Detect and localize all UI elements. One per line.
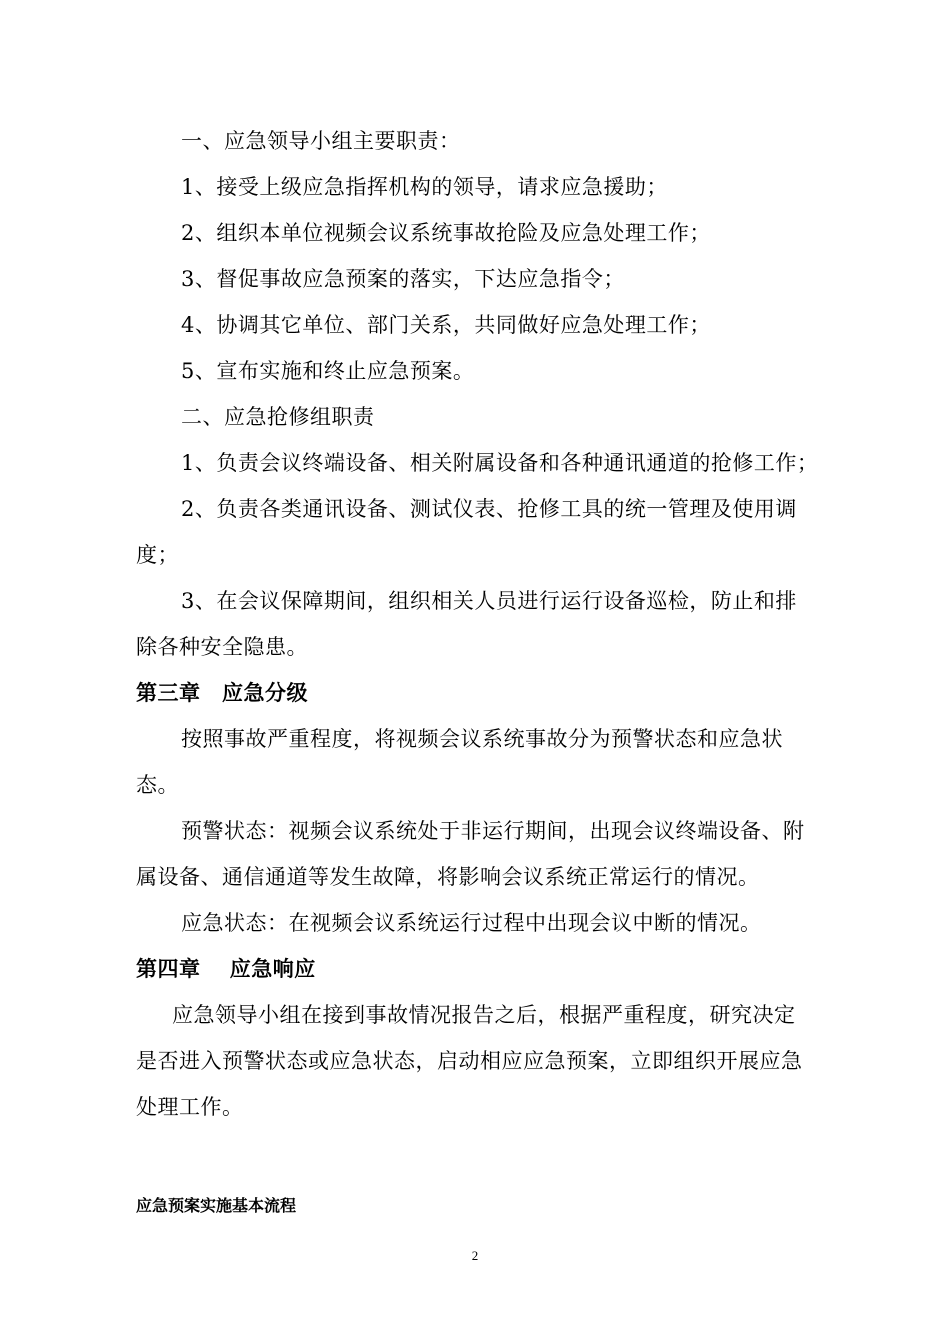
chapter-heading-response: 第四章 应急响应 xyxy=(136,957,316,981)
paragraph-line: 3、督促事故应急预案的落实，下达应急指令； xyxy=(181,267,625,291)
paragraph-line: 5、宣布实施和终止应急预案。 xyxy=(181,359,475,383)
paragraph-line: 1、接受上级应急指挥机构的领导，请求应急援助； xyxy=(181,175,668,199)
paragraph-line: 应急领导小组在接到事故情况报告之后，根据严重程度，研究决定 xyxy=(172,1003,796,1027)
paragraph-line: 应急状态：在视频会议系统运行过程中出现会议中断的情况。 xyxy=(181,911,762,935)
paragraph-line: 2、组织本单位视频会议系统事故抢险及应急处理工作； xyxy=(181,221,711,245)
paragraph-line: 度； xyxy=(136,543,179,567)
paragraph-line: 2、负责各类通讯设备、测试仪表、抢修工具的统一管理及使用调 xyxy=(181,497,797,521)
section-heading-repair: 二、应急抢修组职责 xyxy=(181,405,375,429)
chapter-heading-classification: 第三章 应急分级 xyxy=(136,681,308,705)
paragraph-line: 预警状态：视频会议系统处于非运行期间，出现会议终端设备、附 xyxy=(181,819,805,843)
section-heading-leadership: 一、应急领导小组主要职责： xyxy=(181,129,461,153)
paragraph-line: 是否进入预警状态或应急状态，启动相应应急预案，立即组织开展应急 xyxy=(136,1049,803,1073)
paragraph-line: 4、协调其它单位、部门关系，共同做好应急处理工作； xyxy=(181,313,711,337)
paragraph-line: 3、在会议保障期间，组织相关人员进行运行设备巡检，防止和排 xyxy=(181,589,797,613)
paragraph-line: 1、负责会议终端设备、相关附属设备和各种通讯通道的抢修工作； xyxy=(181,451,819,475)
flow-section-title: 应急预案实施基本流程 xyxy=(136,1196,297,1215)
paragraph-line: 态。 xyxy=(136,773,179,797)
page-number: 2 xyxy=(471,1248,479,1263)
paragraph-line: 属设备、通信通道等发生故障，将影响会议系统正常运行的情况。 xyxy=(136,865,760,889)
paragraph-line: 按照事故严重程度，将视频会议系统事故分为预警状态和应急状 xyxy=(181,727,783,751)
paragraph-line: 除各种安全隐患。 xyxy=(136,635,308,659)
paragraph-line: 处理工作。 xyxy=(136,1095,244,1119)
